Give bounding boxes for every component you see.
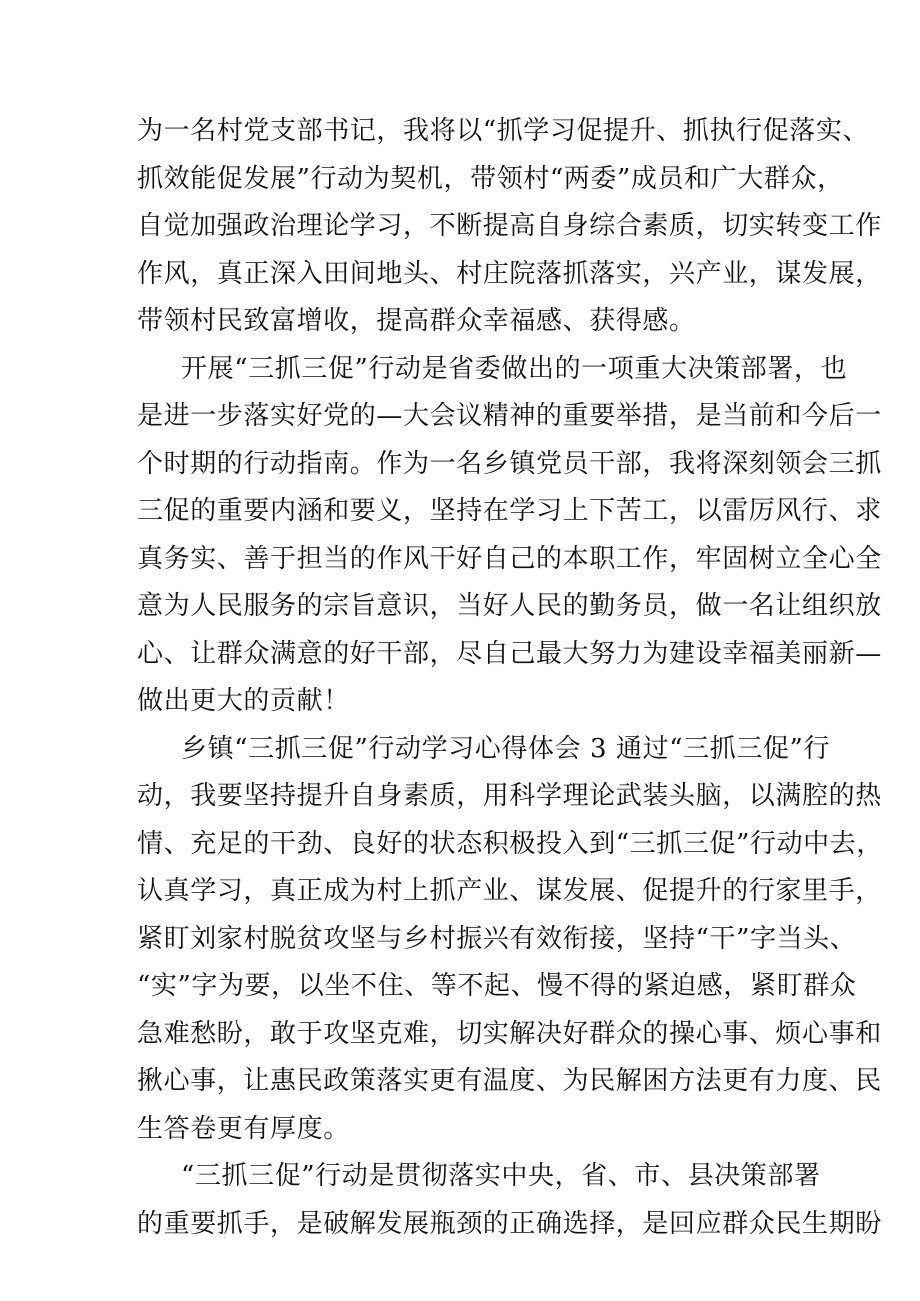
text-line: 抓效能促发展”行动为契机，带领村“两委”成员和广大群众， [137, 163, 844, 194]
text-line: 生答卷更有厚度。 [137, 1113, 350, 1144]
text-line: “实”字为要，以坐不住、等不起、慢不得的紧迫感，紧盯群众 [137, 971, 857, 1001]
text-line: 情、充足的干劲、良好的状态积极投入到“三抓三促”行动中去， [137, 828, 883, 859]
text-line: 真务实、善于担当的作风干好自己的本职工作，牢固树立全心全 [137, 543, 882, 574]
paragraph-4 [137, 1153, 882, 1248]
text-line: 做出更大的贡献！ [137, 686, 350, 716]
text-line: “三抓三促”行动是贯彻落实中央，省、市、县决策部署 [181, 1161, 821, 1191]
text-line: 认真学习，真正成为村上抓产业、谋发展、促提升的行家里手， [137, 876, 882, 906]
text-line: 带领村民致富增收，提高群众幸福感、获得感。 [137, 306, 696, 336]
text-line: 的重要抓手，是破解发展瓶颈的正确选择，是回应群众民生期盼 [137, 1208, 882, 1239]
text-line: 开展“三抓三促”行动是省委做出的一项重大决策部署，也 [181, 353, 848, 384]
text-line: 是进一步落实好党的—大会议精神的重要举措，是当前和今后一 [137, 401, 882, 431]
text-line: 三促的重要内涵和要义，坚持在学习上下苦工，以雷厉风行、求 [137, 496, 882, 526]
text-line: 个时期的行动指南。作为一名乡镇党员干部，我将深刻领会三抓 [137, 448, 882, 479]
paragraph-3 [137, 726, 883, 1154]
text-line: 紧盯刘家村脱贫攻坚与乡村振兴有效衔接，坚持“干”字当头、 [137, 923, 857, 954]
paragraph-2 [137, 346, 882, 726]
text-line: 为一名村党支部书记，我将以“抓学习促提升、抓执行促落实、 [137, 116, 870, 146]
text-line: 自觉加强政治理论学习，不断提高自身综合素质，切实转变工作 [137, 211, 882, 241]
paragraph-1 [137, 108, 882, 346]
text-line: 心、让群众满意的好干部，尽自己最大努力为建设幸福美丽新— [137, 638, 882, 669]
text-line: 意为人民服务的宗旨意识，当好人民的勤务员，做一名让组织放 [137, 591, 882, 621]
text-line: 动，我要坚持提升自身素质，用科学理论武装头脑，以满腔的热 [137, 781, 882, 811]
text-line: 作风，真正深入田间地头、村庄院落抓落实，兴产业，谋发展， [137, 258, 882, 289]
text-line: 揪心事，让惠民政策落实更有温度、为民解困方法更有力度、民 [137, 1066, 882, 1096]
text-line: 急难愁盼，敢于攻坚克难，切实解决好群众的操心事、烦心事和 [137, 1018, 882, 1049]
document-body [137, 108, 883, 1248]
text-line: 乡镇“三抓三促”行动学习心得体会 3 通过“三抓三促”行 [181, 733, 831, 764]
